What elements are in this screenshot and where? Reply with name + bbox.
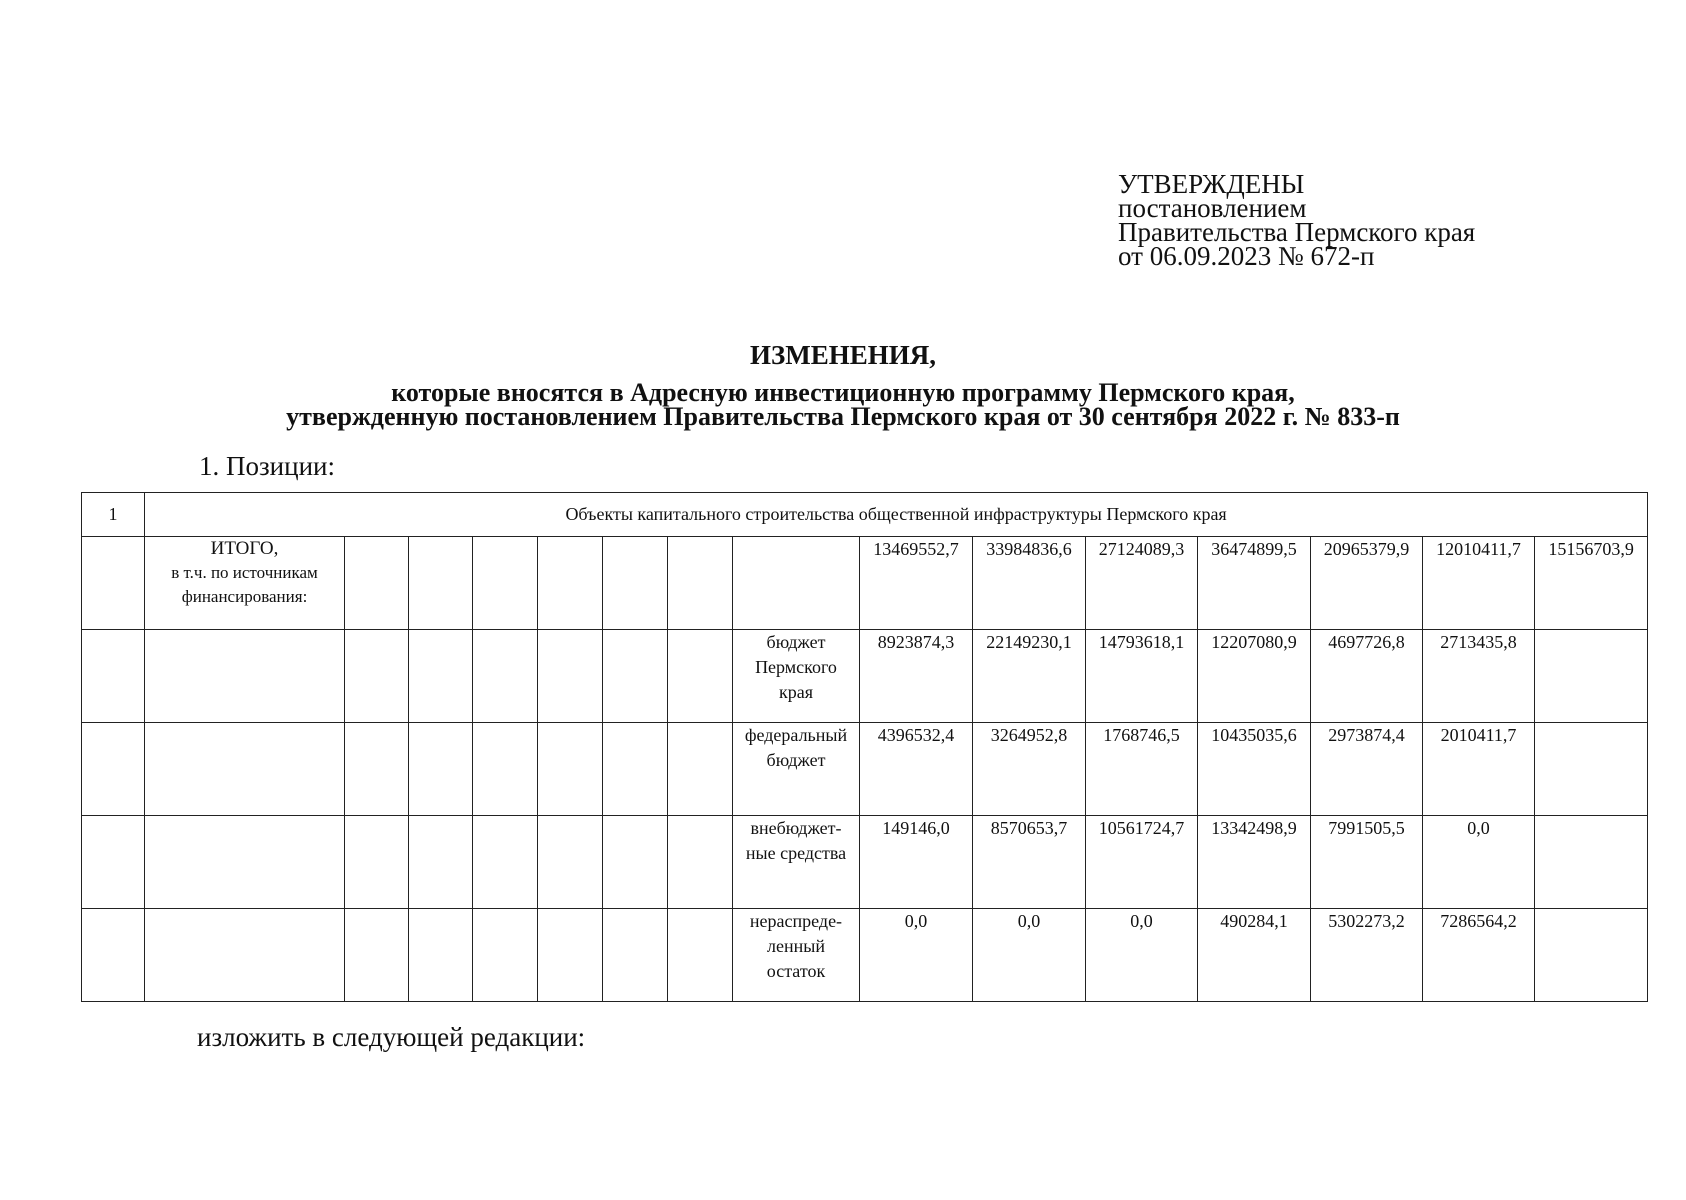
source-label-cell xyxy=(733,816,860,909)
value-cell: 27124089,3 xyxy=(1086,537,1198,630)
empty-cell xyxy=(538,816,603,909)
value-cell: 4396532,4 xyxy=(860,723,973,816)
value-cell: 33984836,6 xyxy=(973,537,1086,630)
table-header-row xyxy=(82,493,1648,537)
value-cell: 20965379,9 xyxy=(1311,537,1423,630)
empty-cell xyxy=(668,537,733,630)
empty-cell xyxy=(82,723,145,816)
empty-cell xyxy=(409,630,473,723)
approval-line-1: УТВЕРЖДЕНЫ xyxy=(1118,169,1305,199)
value-cell: 15156703,9 xyxy=(1535,537,1648,630)
document-subtitle xyxy=(0,378,1686,431)
value-cell: 12207080,9 xyxy=(1198,630,1311,723)
source-label-line: бюджет xyxy=(766,750,826,770)
empty-cell xyxy=(409,537,473,630)
value-cell: 14793618,1 xyxy=(1086,630,1198,723)
total-label-cell xyxy=(145,537,345,630)
empty-cell xyxy=(603,537,668,630)
approval-stamp xyxy=(1118,169,1476,271)
value-cell: 0,0 xyxy=(973,909,1086,1002)
empty-cell xyxy=(473,537,538,630)
empty-cell xyxy=(603,909,668,1002)
empty-cell xyxy=(345,537,409,630)
value-cell: 0,0 xyxy=(1423,816,1535,909)
value-cell: 13342498,9 xyxy=(1198,816,1311,909)
value-cell: 149146,0 xyxy=(860,816,973,909)
source-label-line: Пермского xyxy=(755,657,837,677)
table-row-source xyxy=(82,909,1648,1002)
value-cell xyxy=(1535,909,1648,1002)
value-cell: 2713435,8 xyxy=(1423,630,1535,723)
approval-line-4: от 06.09.2023 № 672-п xyxy=(1118,241,1375,271)
table-row-source xyxy=(82,723,1648,816)
source-label-line: бюджет xyxy=(766,632,826,652)
empty-cell xyxy=(409,816,473,909)
empty-cell xyxy=(82,630,145,723)
value-cell: 1768746,5 xyxy=(1086,723,1198,816)
empty-cell xyxy=(538,723,603,816)
empty-cell xyxy=(473,723,538,816)
empty-cell xyxy=(668,816,733,909)
empty-cell xyxy=(345,909,409,1002)
approval-line-2: постановлением xyxy=(1118,193,1307,223)
source-label-line: края xyxy=(778,682,813,702)
empty-cell xyxy=(145,816,345,909)
value-cell xyxy=(1535,630,1648,723)
value-cell: 0,0 xyxy=(1086,909,1198,1002)
value-cell: 7286564,2 xyxy=(1423,909,1535,1002)
source-label-cell xyxy=(733,723,860,816)
value-cell: 3264952,8 xyxy=(973,723,1086,816)
document-title: ИЗМЕНЕНИЯ, xyxy=(749,340,936,370)
empty-cell xyxy=(145,909,345,1002)
empty-cell xyxy=(538,537,603,630)
value-cell: 8923874,3 xyxy=(860,630,973,723)
value-cell: 8570653,7 xyxy=(973,816,1086,909)
empty-cell xyxy=(668,723,733,816)
empty-cell xyxy=(603,816,668,909)
approval-line-3: Правительства Пермского края xyxy=(1118,217,1476,247)
value-cell: 2973874,4 xyxy=(1311,723,1423,816)
empty-cell xyxy=(409,909,473,1002)
section-header-cell: Объекты капитального строительства общественной инфраструктуры Пермского края xyxy=(145,493,1648,537)
empty-cell xyxy=(145,723,345,816)
source-label-line: внебюджет- xyxy=(750,818,842,838)
empty-cell xyxy=(668,909,733,1002)
value-cell: 36474899,5 xyxy=(1198,537,1311,630)
value-cell: 10561724,7 xyxy=(1086,816,1198,909)
total-label-line-1: ИТОГО, xyxy=(210,538,279,559)
source-label-line: федеральный xyxy=(744,725,848,745)
empty-cell xyxy=(538,909,603,1002)
source-label-line: ленный xyxy=(767,936,825,956)
value-cell: 2010411,7 xyxy=(1423,723,1535,816)
row-number-cell: 1 xyxy=(82,493,145,537)
empty-cell xyxy=(473,816,538,909)
section-label: 1. Позиции: xyxy=(199,451,335,481)
value-cell: 490284,1 xyxy=(1198,909,1311,1002)
source-label-cell xyxy=(733,630,860,723)
value-cell xyxy=(1535,723,1648,816)
subtitle-line-1: которые вносятся в Адресную инвестиционную программу Пермского края, xyxy=(391,378,1295,407)
empty-cell xyxy=(345,723,409,816)
empty-cell xyxy=(668,630,733,723)
value-cell: 0,0 xyxy=(860,909,973,1002)
value-cell: 7991505,5 xyxy=(1311,816,1423,909)
value-cell: 13469552,7 xyxy=(860,537,973,630)
footer-text: изложить в следующей редакции: xyxy=(197,1022,586,1052)
value-cell: 10435035,6 xyxy=(1198,723,1311,816)
empty-cell xyxy=(345,816,409,909)
empty-cell xyxy=(473,630,538,723)
total-label-line-3: финансирования: xyxy=(181,587,308,606)
empty-cell xyxy=(409,723,473,816)
empty-cell xyxy=(145,630,345,723)
empty-cell xyxy=(733,537,860,630)
value-cell: 12010411,7 xyxy=(1423,537,1535,630)
empty-cell xyxy=(82,909,145,1002)
value-cell xyxy=(1535,816,1648,909)
table-row-source xyxy=(82,630,1648,723)
value-cell: 4697726,8 xyxy=(1311,630,1423,723)
source-label-line: ные средства xyxy=(745,843,847,863)
empty-cell xyxy=(473,909,538,1002)
empty-cell xyxy=(538,630,603,723)
value-cell: 5302273,2 xyxy=(1311,909,1423,1002)
source-label-line: остаток xyxy=(766,961,826,981)
empty-cell xyxy=(82,816,145,909)
table-row-total xyxy=(82,537,1648,630)
empty-cell xyxy=(345,630,409,723)
positions-table xyxy=(81,492,1648,1002)
total-label-line-2: в т.ч. по источникам xyxy=(171,563,318,582)
value-cell: 22149230,1 xyxy=(973,630,1086,723)
source-label-cell xyxy=(733,909,860,1002)
table-row-source xyxy=(82,816,1648,909)
source-label-line: нераспреде- xyxy=(749,911,843,931)
empty-cell xyxy=(82,537,145,630)
subtitle-line-2: утвержденную постановлением Правительства Пермского края от 30 сентября 2022 г. № 833-п xyxy=(286,402,1400,431)
empty-cell xyxy=(603,630,668,723)
empty-cell xyxy=(603,723,668,816)
